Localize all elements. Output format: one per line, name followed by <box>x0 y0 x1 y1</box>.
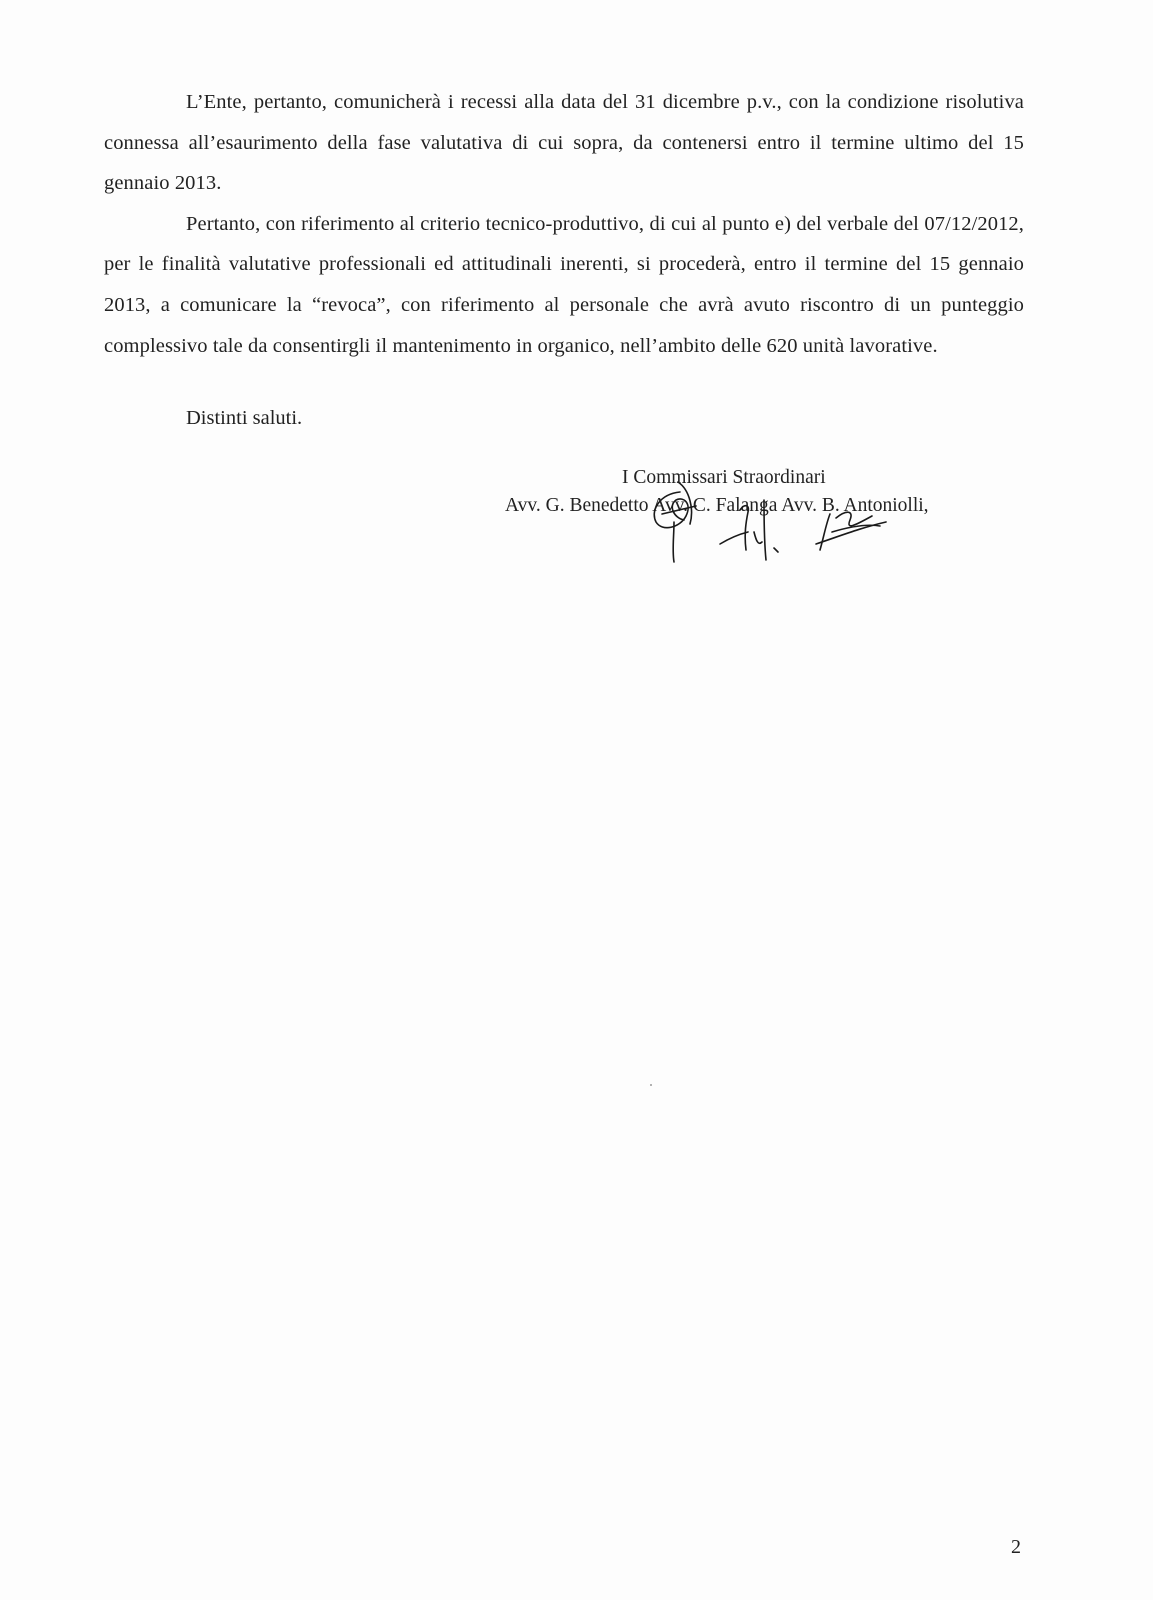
page-number: 2 <box>1011 1536 1021 1558</box>
signatory-names: Avv. G. Benedetto Avv. C. Falanga Avv. B. Antoniolli, <box>505 495 929 516</box>
paragraph-recessi: L’Ente, pertanto, comunicherà i recessi alla data del 31 dicembre p.v., con la condizione risolutiva connessa all’esaurimento della fase valutativa di cui sopra, da contenersi entro il termine ultimo del 15 gennaio 2013. <box>104 91 1024 195</box>
paragraph-criterio: Pertanto, con riferimento al criterio tecnico-produttivo, di cui al punto e) del verbale del 07/12/2012, per le finalità valutative professionali ed attitudinali inerenti, si procederà, entro il termine del 15 gennaio 2013, a comunicare la “revoca”, con riferimento al personale che avrà avuto riscontro di un punteggio complessivo tale da consentirgli il mantenimento in organico, nell’ambito delle 620 unità lavorative. <box>104 212 1024 357</box>
signatory-title: I Commissari Straordinari <box>622 467 826 488</box>
signature-stroke-6 <box>740 506 748 550</box>
closing-salutation: Distinti saluti. <box>186 407 303 429</box>
scan-speck <box>650 1084 652 1086</box>
signature-stroke-7 <box>754 532 762 543</box>
signature-stroke-3 <box>673 522 674 562</box>
signature-stroke-12 <box>836 512 872 526</box>
signature-stroke-10 <box>820 514 830 550</box>
signature-stroke-9 <box>774 548 778 552</box>
body-text <box>104 82 1024 366</box>
signature-stroke-5 <box>720 532 748 544</box>
signature-stroke-8 <box>764 500 766 560</box>
handwritten-signature <box>640 470 900 575</box>
